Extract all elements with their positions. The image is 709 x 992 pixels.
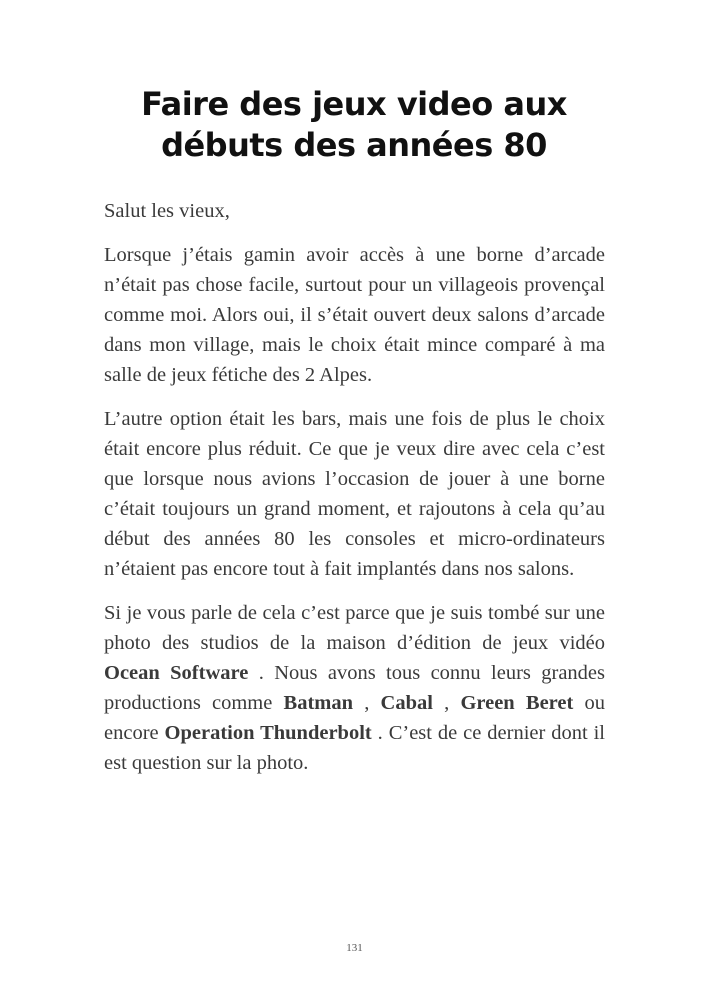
page-title bbox=[104, 84, 604, 166]
ocean-software-mention: Ocean Software bbox=[104, 662, 249, 684]
paragraph-3-text-5: ou encore bbox=[104, 692, 606, 744]
paragraph-3-text-2: . Nous avons tous connu leurs grandes productions comme bbox=[104, 662, 606, 714]
page-number: 131 bbox=[346, 942, 363, 954]
article-body bbox=[104, 196, 605, 792]
title-line-1: Faire des jeux video aux bbox=[141, 85, 567, 123]
paragraph-3-text-6: . C’est de ce dernier dont il est question sur la photo. bbox=[104, 722, 605, 774]
paragraph-3-text-4: , bbox=[432, 692, 461, 714]
paragraph-2: L’autre option était les bars, mais une fois de plus le choix était encore plus réduit. Ce que je veux dire avec cela c’est que lorsque nous avions l’occasion de jouer à une borne c’était toujours un grand moment, et rajoutons à cela qu’au début des années 80 les consoles et micro-ordinateurs n’étaient pas encore tout à fait implantés dans nos salons. bbox=[104, 408, 605, 580]
paragraph-3-text-1: Si je vous parle de cela c’est parce que je suis tombé sur une photo des studios de la maison d’édition de jeux vidéo bbox=[104, 602, 605, 654]
green-beret-mention: Green Beret bbox=[460, 692, 574, 714]
paragraph-3-text-3: , bbox=[353, 692, 381, 714]
paragraph-3 bbox=[104, 598, 605, 778]
batman-mention: Batman bbox=[283, 692, 353, 714]
greeting: Salut les vieux, bbox=[104, 200, 230, 222]
paragraph-1: Lorsque j’étais gamin avoir accès à une borne d’arcade n’était pas chose facile, surtout pour un villageois provençal comme moi. Alors oui, il s’était ouvert deux salons d’arcade dans mon village, mais le choix était mince comparé à ma salle de jeux fétiche des 2 Alpes. bbox=[104, 244, 605, 386]
cabal-mention: Cabal bbox=[380, 692, 433, 714]
operation-thunderbolt-mention: Operation Thunderbolt bbox=[164, 722, 372, 744]
title-line-2: débuts des années 80 bbox=[161, 126, 547, 164]
